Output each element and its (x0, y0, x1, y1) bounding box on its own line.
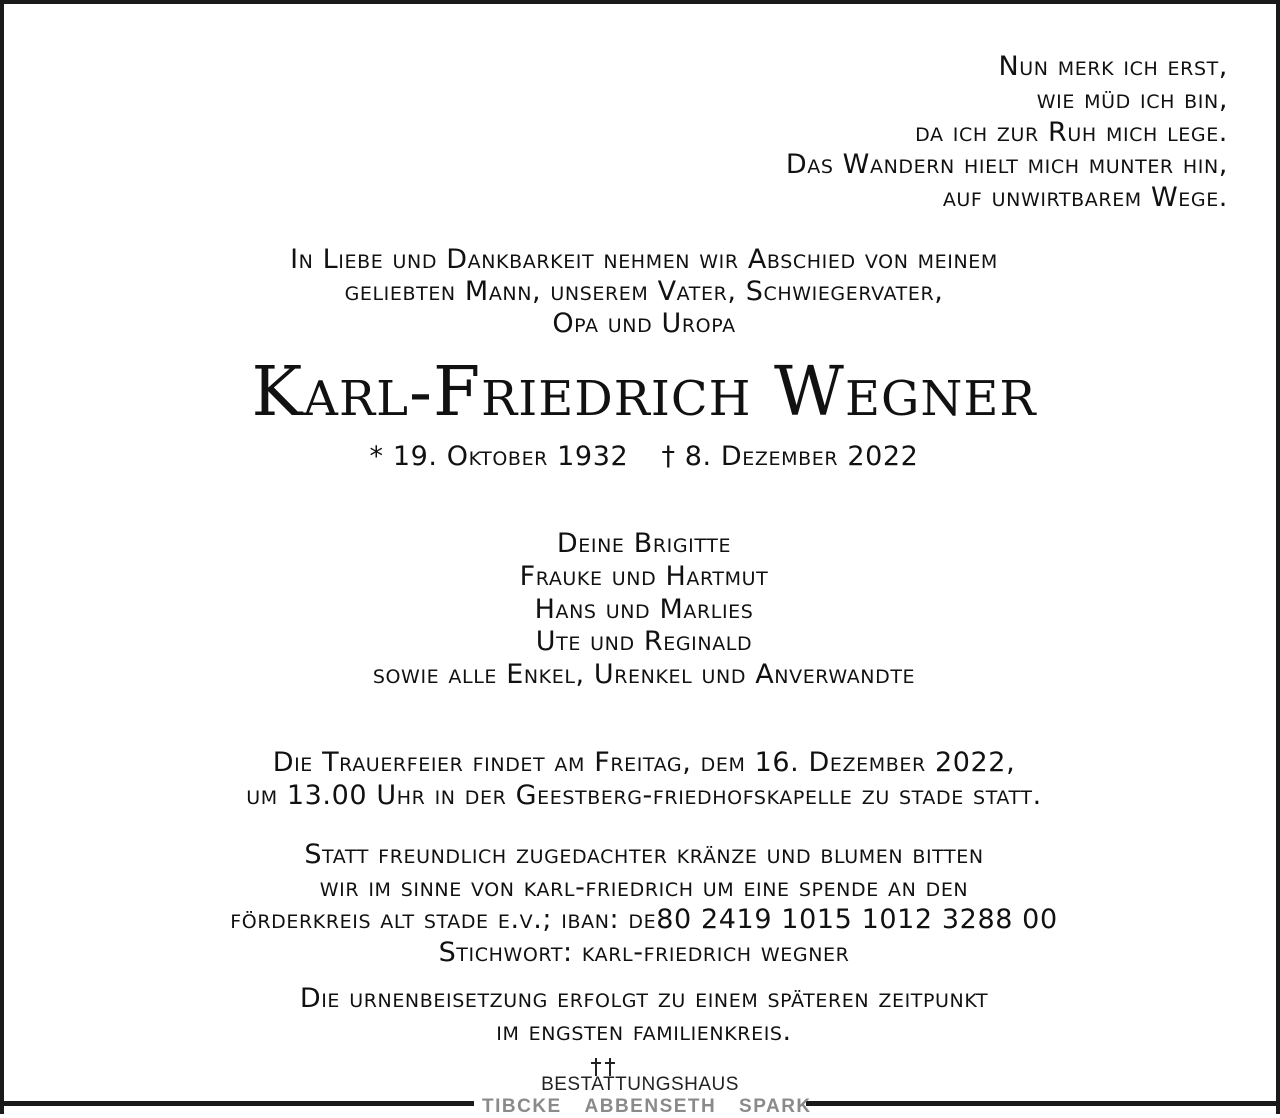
mourner-line: sowie alle Enkel, Urenkel und Anverwandte (372, 659, 916, 691)
logo-names (474, 1096, 812, 1118)
funeral-home-logo (474, 1056, 812, 1117)
mourner-line: Hans und Marlies (534, 593, 754, 625)
mourner-line: Deine Brigitte (556, 528, 732, 559)
logo-title: BESTATTUNGSHAUS (541, 1074, 739, 1095)
poem-line: Nun merk ich erst, (998, 51, 1228, 82)
burial-line: im engsten familienkreis. (496, 1016, 792, 1047)
donation-line: förderkreis alt stade e.v.; iban: de80 2419 1015 1012 3288 00 (230, 904, 1058, 936)
deceased-name: Karl-Friedrich Wegner (251, 353, 1037, 432)
donation-request (4, 839, 1280, 969)
donation-line: Statt freundlich zugedachter kränze und blumen bitten (304, 839, 984, 870)
mourner-line: Frauke und Hartmut (519, 560, 769, 592)
footer-rule-right (806, 1101, 1280, 1106)
logo-name: ABBENSETH (584, 1096, 717, 1117)
burial-line: Die urnenbeisetzung erfolgt zu einem späteren zeitpunkt (299, 983, 989, 1014)
intro-line: geliebten Mann, unserem Vater, Schwiegervater, (344, 276, 944, 307)
funeral-service-info (4, 746, 1280, 812)
logo-name: TIBCKE (482, 1096, 562, 1117)
poem-verse (786, 51, 1228, 215)
death-date: † 8. Dezember 2022 (661, 441, 919, 472)
footer-rule-left (0, 1101, 474, 1106)
donation-line: wir im sinne von karl-friedrich um eine spende an den (319, 871, 969, 903)
poem-line: da ich zur Ruh mich lege. (915, 116, 1228, 148)
logo-name: SPARK (739, 1096, 812, 1117)
mourner-line: Ute und Reginald (535, 626, 753, 658)
intro-line: Opa und Uropa (552, 308, 736, 339)
poem-line: Das Wandern hielt mich munter hin, (785, 149, 1228, 181)
service-line: um 13.00 Uhr in der Geestberg-friedhofskapelle zu stade statt. (246, 780, 1042, 811)
burial-info (4, 982, 1280, 1048)
birth-date: * 19. Oktober 1932 (369, 441, 629, 472)
donation-line: Stichwort: karl-friedrich wegner (438, 936, 850, 968)
intro-text (4, 244, 1280, 340)
service-line: Die Trauerfeier findet am Freitag, dem 16. Dezember 2022, (272, 747, 1016, 778)
poem-line: auf unwirtbarem Wege. (942, 182, 1228, 214)
poem-line: wie müd ich bin, (1036, 83, 1228, 115)
mourners-list (4, 528, 1280, 692)
intro-line: In Liebe und Dankbarkeit nehmen wir Abschied von meinem (290, 244, 998, 275)
life-dates (4, 440, 1280, 474)
